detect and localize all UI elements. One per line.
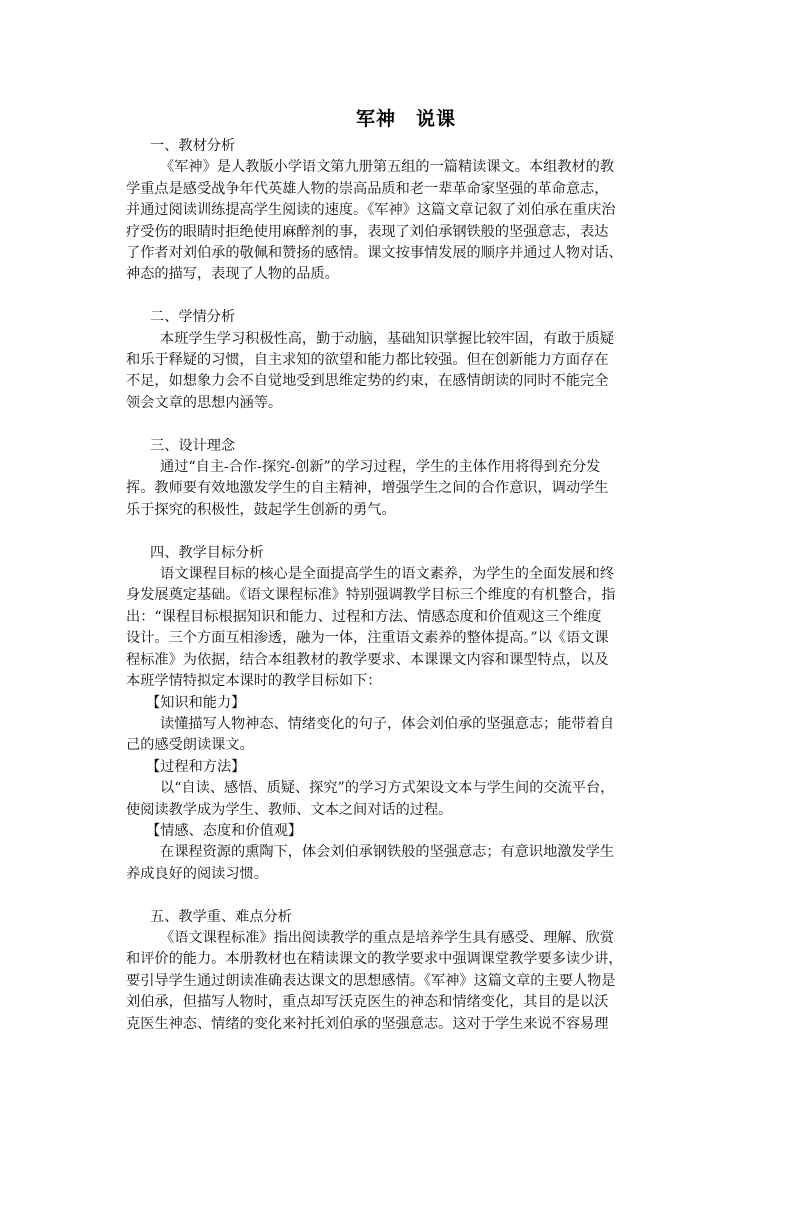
- paragraph-line: 学重点是感受战争年代英雄人物的崇高品质和老一辈革命家坚强的革命意志，: [126, 180, 609, 197]
- goal-line: 以“自读、感悟、质疑、探究”的学习方式架设文本与学生间的交流平台，: [160, 780, 615, 797]
- section-heading: 二、学情分析: [150, 309, 236, 326]
- paragraph-line: 疗受伤的眼睛时拒绝使用麻醉剂的事，表现了刘伯承钢铁般的坚强意志，表达: [126, 223, 609, 240]
- paragraph-line: 身发展奠定基础。《语文课程标准》特别强调教学目标三个维度的有机整合，指: [126, 587, 616, 604]
- section: [126, 543, 686, 886]
- paragraph-line: 出：“课程目标根据知识和能力、过程和方法、情感态度和价值观这三个维度: [126, 608, 602, 625]
- document-body: [126, 136, 686, 1035]
- section: [126, 436, 686, 522]
- paragraph-line: 设计。三个方面互相渗透，融为一体，注重语文素养的整体提高。”以《语文课: [126, 630, 609, 647]
- goal-label: 【知识和能力】: [146, 694, 246, 711]
- paragraph-line: 克医生神态、情绪的变化来衬托刘伯承的坚强意志。这对于学生来说不容易理: [126, 1015, 609, 1032]
- paragraph-line: 并通过阅读训练提高学生阅读的速度。《军神》这篇文章记叙了刘伯承在重庆治: [126, 202, 616, 219]
- paragraph-line: 《语文课程标准》指出阅读教学的重点是培养学生具有感受、理解、欣赏: [160, 929, 615, 946]
- paragraph-line: 要引导学生通过朗读准确表达课文的思想感情。《军神》这篇文章的主要人物是: [126, 972, 616, 989]
- goal-line: 使阅读教学成为学生、教师、文本之间对话的过程。: [126, 801, 453, 818]
- paragraph-line: 刘伯承，但描写人物时，重点却写沃克医生的神态和情绪变化，其目的是以沃: [126, 994, 609, 1011]
- paragraph-line: 不足，如想象力会不自觉地受到思维定势的约束，在感情朗读的同时不能完全: [126, 373, 609, 390]
- paragraph-line: 程标准》为依据，结合本组教材的教学要求、本课课文内容和课型特点，以及: [126, 651, 609, 668]
- section-gap: [126, 885, 686, 906]
- goal-label: 【过程和方法】: [146, 758, 246, 775]
- goal-line: 在课程资源的熏陶下，体会刘伯承钢铁般的坚强意志；有意识地激发学生: [160, 844, 615, 861]
- section: [126, 136, 686, 286]
- paragraph-line: 语文课程目标的核心是全面提高学生的语文素养，为学生的全面发展和终: [160, 566, 615, 583]
- paragraph-line: 乐于探究的积极性，鼓起学生创新的勇气。: [126, 501, 396, 518]
- section-heading: 一、教材分析: [150, 138, 236, 154]
- section: [126, 307, 686, 414]
- document-page: [0, 106, 794, 1229]
- goal-line: 养成良好的阅读习惯。: [126, 865, 268, 882]
- paragraph-line: 神态的描写，表现了人物的品质。: [126, 266, 339, 283]
- section-gap: [126, 286, 686, 307]
- goal-label: 【情感、态度和价值观】: [146, 822, 303, 839]
- goal-line: 己的感受朗读课文。: [126, 737, 254, 754]
- section-heading: 四、教学目标分析: [150, 544, 264, 561]
- paragraph-line: 了作者对刘伯承的敬佩和赞扬的感情。课文按事情发展的顺序并通过人物对话、: [126, 245, 623, 262]
- page-title: 军神 说课: [355, 108, 456, 130]
- paragraph-line: 挥。教师要有效地激发学生的自主精神，增强学生之间的合作意识，调动学生: [126, 480, 609, 497]
- paragraph-line: 和评价的能力。本册教材也在精读课文的教学要求中强调课堂教学要多读少讲，: [126, 951, 623, 968]
- section: [126, 907, 686, 1035]
- section-gap: [126, 414, 686, 435]
- paragraph-line: 和乐于释疑的习惯，自主求知的欲望和能力都比较强。但在创新能力方面存在: [126, 352, 609, 369]
- paragraph-line: 通过“自主-合作-探究-创新”的学习过程，学生的主体作用将得到充分发: [160, 459, 601, 476]
- section-heading: 三、设计理念: [150, 437, 236, 454]
- paragraph-line: 本班学情特拟定本课时的教学目标如下：: [126, 673, 382, 690]
- paragraph-line: 领会文章的思想内涵等。: [126, 394, 283, 411]
- paragraph-line: 本班学生学习积极性高，勤于动脑，基础知识掌握比较牢固，有敢于质疑: [160, 330, 615, 347]
- section-gap: [126, 521, 686, 542]
- paragraph-line: 《军神》是人教版小学语文第九册第五组的一篇精读课文。本组教材的教: [160, 159, 615, 176]
- goal-line: 读懂描写人物神态、情绪变化的句子，体会刘伯承的坚强意志；能带着自: [160, 715, 615, 732]
- section-heading: 五、教学重、难点分析: [150, 908, 292, 925]
